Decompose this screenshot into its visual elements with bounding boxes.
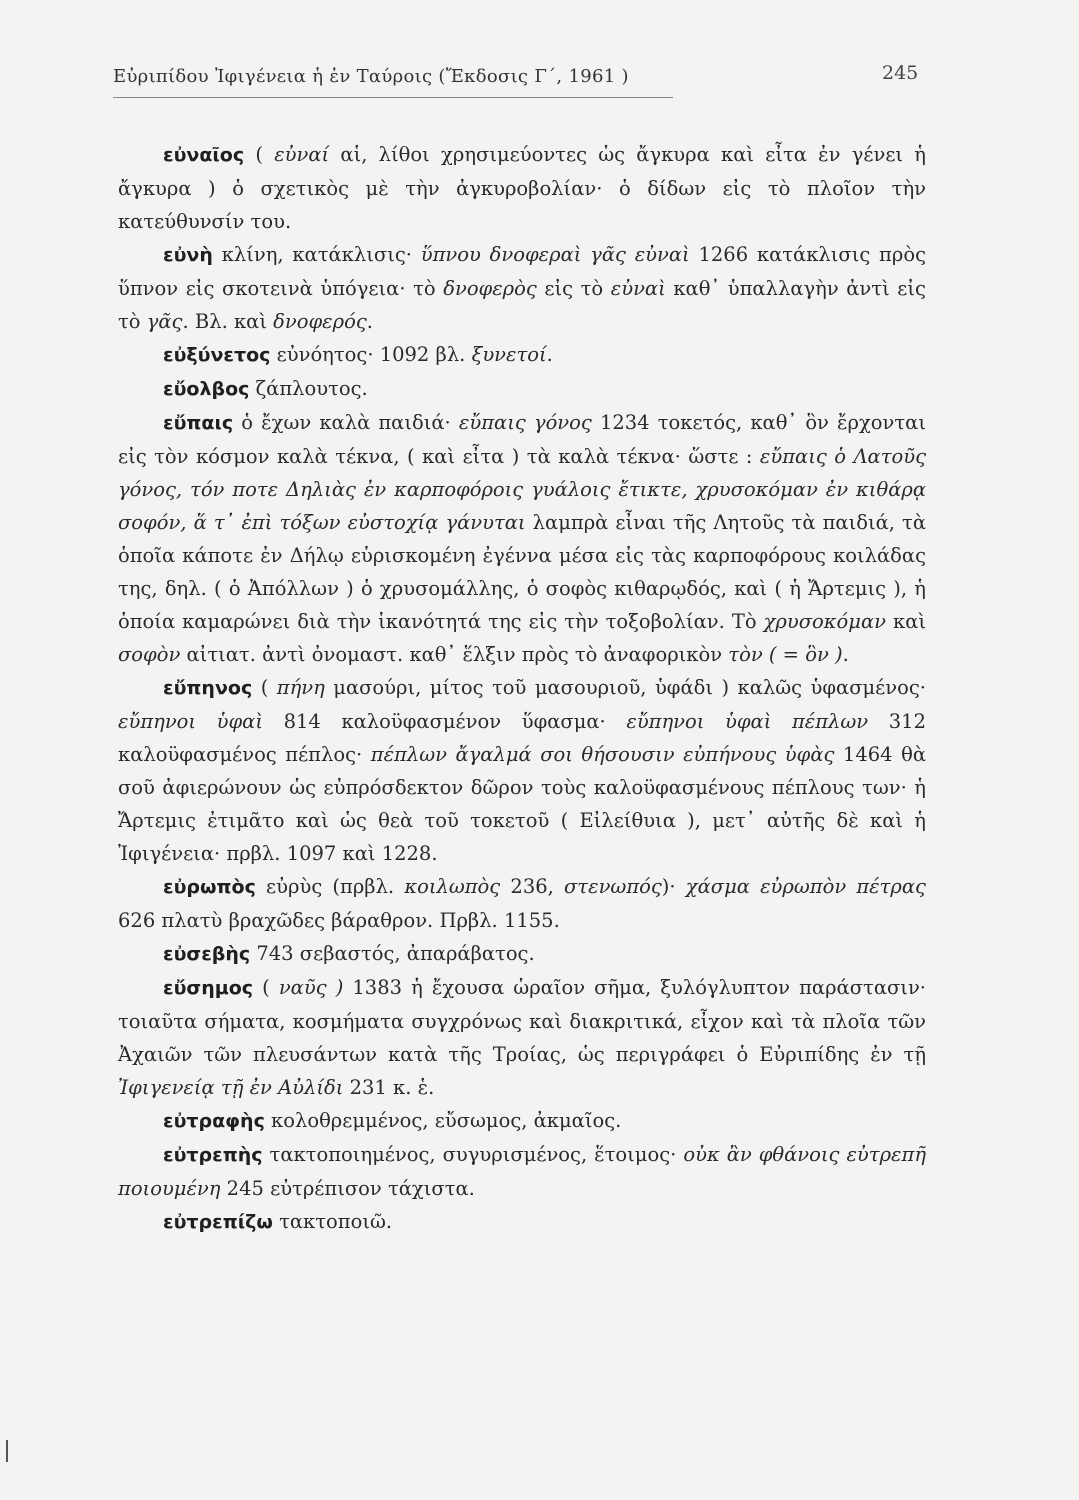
entry-text: κλίνη, κατάκλισις·: [212, 243, 421, 266]
glossary-entry: [118, 338, 926, 372]
page-number: 245: [882, 62, 919, 84]
entry-text: καὶ: [886, 610, 927, 633]
entry-quote-italic: χρυσοκόμαν: [763, 610, 886, 633]
entry-text: 1383 ἡ ἔχουσα ὡραῖον σῆμα, ξυλόγλυπτον παράστασιν· τοιαῦτα σήματα, κοσμήματα συγχρόνως καὶ διακριτικά, εἶχον καὶ τὰ πλοῖα τῶν Ἀχαιῶν τῶν πλευσάντων κατὰ τῆς Τροίας, ὡς περιγράφει ὁ Εὐριπίδης ἐν τῇ: [118, 976, 927, 1066]
entry-text: καθ᾽ ὑπαλλαγὴν ἀντὶ εἰς τὸ: [118, 277, 926, 333]
glossary-entry: [118, 1138, 926, 1205]
header-rule: [113, 97, 673, 98]
entry-quote-italic: εὔπηνοι ὑφαὶ πέπλων: [626, 710, 869, 733]
entry-text: 245 εὐτρέπισον τάχιστα.: [220, 1177, 475, 1200]
entry-quote-italic: ὕπνου δνοφεραὶ γᾶς εὐναὶ: [420, 243, 690, 266]
entry-quote-italic: εὔπαις γόνος: [458, 411, 592, 434]
entry-text: (: [252, 676, 277, 699]
entry-quote-italic: δνοφερός: [273, 310, 367, 333]
glossary-entry: [118, 1104, 926, 1138]
entry-quote-italic: τὸν ( = ὃν ): [728, 643, 843, 666]
entry-text: 1234 τοκετός, καθ᾽ ὃν ἔρχονται εἰς τὸν κόσμον καλὰ τέκνα, ( καὶ εἶτα ) τὰ καλὰ τέκνα· ὥστε :: [118, 411, 926, 468]
entry-text: (: [244, 143, 275, 166]
entry-lemma: εὐτραφὴς: [163, 1110, 265, 1132]
entry-quote-italic: εὐναὶ: [610, 277, 666, 300]
glossary-entry: [118, 937, 926, 971]
entry-lemma: εὐξύνετος: [163, 344, 271, 366]
entry-quote-italic: πήνη: [276, 676, 325, 699]
entry-text: εἰς τὸ: [536, 277, 611, 300]
entry-text: . Βλ. καὶ: [182, 310, 274, 333]
entry-lemma: εὐτρεπὴς: [163, 1144, 263, 1166]
entry-text: 312 καλοϋφασμένος πέπλος·: [118, 710, 926, 766]
glossary-entry: [118, 372, 926, 406]
entry-text: εὐνόητος· 1092 βλ.: [270, 343, 472, 366]
glossary-entry: [118, 138, 926, 238]
entry-text: .: [842, 643, 849, 666]
glossary-entry: [118, 1205, 926, 1239]
entry-quote-italic: οὐκ ἂν φθάνοις εὐτρεπῆ ποιουμένη: [118, 1143, 927, 1200]
entry-text: (: [253, 976, 279, 999]
glossary-body: [118, 138, 926, 1239]
entry-lemma: εὐνὴ: [163, 244, 213, 266]
entry-lemma: εὔπηνος: [163, 677, 253, 699]
entry-text: 626 πλατὺ βραχῶδες βάραθρον. Πρβλ. 1155.: [118, 909, 560, 932]
glossary-entry: [118, 870, 926, 937]
entry-text: τακτοποιῶ.: [272, 1210, 393, 1233]
entry-quote-italic: γᾶς: [146, 310, 183, 333]
entry-quote-italic: στενωπός: [564, 875, 662, 898]
entry-text: λαμπρὰ εἶναι τῆς Λητοῦς τὰ παιδιά, τὰ ὁποῖα κάποτε ἐν Δήλῳ εὑρισκομένη ἐγέννα μέσα εἰς τὰς καρποφόρους κοιλάδας της, δηλ. ( ὁ Ἀπόλλων ) ὁ χρυσομάλλης, ὁ σοφὸς κιθαρῳδός, καὶ ( ἡ Ἄρτεμις ), ἡ ὁποία καμαρώνει διὰ τὴν ἱκανότητά της εἰς τὴν τοξοβολίαν. Τὸ: [118, 511, 927, 633]
entry-quote-italic: ναῦς ): [278, 976, 344, 999]
entry-text: 743 σεβαστός, ἀπαράβατος.: [250, 942, 535, 965]
entry-text: μασούρι, μίτος τοῦ μασουριοῦ, ὑφάδι ) καλῶς ὑφασμένος·: [324, 676, 926, 699]
entry-quote-italic: χάσμα εὐρωπὸν πέτρας: [685, 875, 926, 898]
entry-quote-italic: σοφὸν: [118, 643, 181, 666]
entry-quote-italic: εὔπηνοι ὑφαὶ: [118, 710, 263, 733]
glossary-entry: [118, 971, 926, 1104]
entry-quote-italic: εὔπαις ὁ Λατοῦς γόνος, τόν ποτε Δηλιὰς ἐν καρποφόροις γυάλοις ἔτικτε, χρυσοκόμαν ἐν κιθάρᾳ σοφόν, ἅ τ᾽ ἐπὶ τόξων εὐστοχίᾳ γάνυται: [118, 445, 927, 534]
entry-text: αἰτιατ. ἀντὶ ὀνομαστ. καθ᾽ ἕλξιν πρὸς τὸ ἀναφορικὸν: [180, 643, 729, 666]
entry-lemma: εὐτρεπίζω: [163, 1211, 273, 1233]
entry-quote-italic: Ἰφιγενείᾳ τῇ ἐν Αὐλίδι: [118, 1076, 344, 1099]
entry-text: )·: [661, 875, 686, 898]
entry-text: 231 κ. ἑ.: [343, 1076, 435, 1099]
entry-lemma: εὐναῖος: [163, 144, 245, 166]
entry-text: κολοθρεμμένος, εὔσωμος, ἀκμαῖος.: [264, 1109, 622, 1132]
glossary-entry: [118, 238, 926, 338]
entry-lemma: εὔολβος: [163, 378, 250, 400]
entry-text: 236,: [500, 875, 564, 898]
entry-quote-italic: ξυνετοί: [471, 343, 547, 366]
entry-text: ὁ ἔχων καλὰ παιδιά·: [233, 411, 459, 434]
entry-quote-italic: εὐναί: [274, 143, 330, 166]
running-title: Εὐριπίδου Ἰφιγένεια ἡ ἐν Ταύροις (Ἔκδοσις Γ΄, 1961 ): [113, 66, 629, 87]
scan-artifact-mark: [6, 1440, 8, 1462]
entry-text: 1464 θὰ σοῦ ἀφιερώνουν ὡς εὐπρόσδεκτον δῶρον τοὺς καλοϋφασμένους πέπλους των· ἡ Ἄρτεμις ἐτιμᾶτο καὶ ὡς θεὰ τοῦ τοκετοῦ ( Εἰλείθυια ), μετ᾽ αὐτῆς δὲ καὶ ἡ Ἰφιγένεια· πρβλ. 1097 καὶ 1228.: [118, 743, 926, 865]
entry-quote-italic: δνοφερὸς: [443, 277, 537, 300]
entry-text: .: [366, 310, 373, 333]
entry-lemma: εὐρωπὸς: [163, 876, 256, 898]
entry-text: εὐρὺς (πρβλ.: [255, 875, 405, 898]
entry-text: αἱ, λίθοι χρησιμεύοντες ὡς ἄγκυρα καὶ εἶτα ἐν γένει ἡ ἄγκυρα ) ὁ σχετικὸς μὲ τὴν ἀγκυροβολίαν· ὁ δίδων εἰς τὸ πλοῖον τὴν κατεύθυνσίν του.: [118, 143, 926, 233]
entry-lemma: εὐσεβὴς: [163, 943, 251, 965]
entry-text: .: [546, 343, 553, 366]
entry-lemma: εὔσημος: [163, 977, 254, 999]
entry-lemma: εὔπαις: [163, 412, 234, 434]
entry-text: τακτοποιημένος, συγυρισμένος, ἕτοιμος·: [262, 1143, 684, 1166]
entry-text: 1266 κατάκλισις πρὸς ὕπνον εἰς σκοτεινὰ ὑπόγεια· τὸ: [118, 243, 926, 300]
glossary-entry: [118, 406, 926, 671]
entry-quote-italic: πέπλων ἄγαλμά σοι θήσουσιν εὐπήνους ὑφὰς: [370, 743, 835, 766]
entry-text: 814 καλοϋφασμένον ὕφασμα·: [263, 710, 627, 733]
entry-text: ζάπλουτος.: [249, 377, 368, 400]
entry-quote-italic: κοιλωπὸς: [404, 875, 501, 898]
glossary-entry: [118, 671, 926, 870]
